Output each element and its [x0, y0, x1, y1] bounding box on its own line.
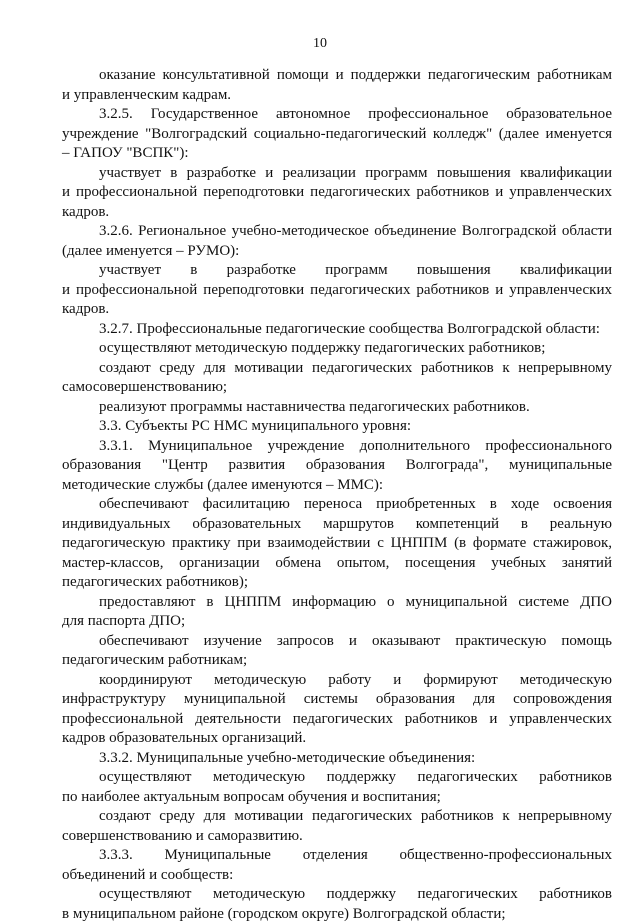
text-line: обеспечивают изучение запросов и оказывают практическую помощь	[62, 632, 612, 652]
text-line: педагогических работников);	[62, 573, 612, 593]
page-number: 10	[0, 36, 640, 52]
text-line: кадров образовательных организаций.	[62, 729, 612, 749]
text-line: 3.2.5. Государственное автономное профессиональное образовательное	[62, 105, 612, 125]
text-line: индивидуальных образовательных маршрутов компетенций в реальную	[62, 515, 612, 535]
text-line: участвует в разработке и реализации программ повышения квалификации	[62, 164, 612, 184]
text-line: по наиболее актуальным вопросам обучения и воспитания;	[62, 788, 612, 808]
text-line: обеспечивают фасилитацию переноса приобретенных в ходе освоения	[62, 495, 612, 515]
text-line: 3.3.2. Муниципальные учебно-методические объединения:	[62, 749, 612, 769]
text-line: создают среду для мотивации педагогических работников к непрерывному	[62, 807, 612, 827]
text-line: образования "Центр развития образования Волгограда", муниципальные	[62, 456, 612, 476]
text-line: и профессиональной переподготовки педагогических работников и управленческих	[62, 183, 612, 203]
text-line: осуществляют методическую поддержку педагогических работников	[62, 768, 612, 788]
text-line: учреждение "Волгоградский социально-педагогический колледж" (далее именуется	[62, 125, 612, 145]
text-line: объединений и сообществ:	[62, 866, 612, 886]
body-text	[62, 66, 612, 924]
text-line: педагогическую практику при взаимодействии с ЦНППМ (в формате стажировок,	[62, 534, 612, 554]
text-line: и профессиональной переподготовки педагогических работников и управленческих	[62, 281, 612, 301]
text-line: педагогическим работникам;	[62, 651, 612, 671]
text-line: 3.3.1. Муниципальное учреждение дополнительного профессионального	[62, 437, 612, 457]
text-line: 3.3. Субъекты РС НМС муниципального уровня:	[62, 417, 612, 437]
text-line: 3.3.3. Муниципальные отделения общественно-профессиональных	[62, 846, 612, 866]
text-line: осуществляют методическую поддержку педагогических работников;	[62, 339, 612, 359]
text-line: самосовершенствованию;	[62, 378, 612, 398]
text-line: – ГАПОУ "ВСПК"):	[62, 144, 612, 164]
text-line: методические службы (далее именуются – ММС):	[62, 476, 612, 496]
text-line: совершенствованию и саморазвитию.	[62, 827, 612, 847]
text-line: осуществляют методическую поддержку педагогических работников	[62, 885, 612, 905]
text-line: кадров.	[62, 203, 612, 223]
text-line: (далее именуется – РУМО):	[62, 242, 612, 262]
text-line: реализуют программы наставничества педагогических работников.	[62, 398, 612, 418]
text-line: мастер-классов, организации обмена опытом, посещения учебных занятий	[62, 554, 612, 574]
text-line: и управленческим кадрам.	[62, 86, 612, 106]
text-line: оказание консультативной помощи и поддержки педагогическим работникам	[62, 66, 612, 86]
text-line: координируют методическую работу и формируют методическую	[62, 671, 612, 691]
text-line: для паспорта ДПО;	[62, 612, 612, 632]
text-line: участвует в разработке программ повышения квалификации	[62, 261, 612, 281]
text-line: профессиональной деятельности педагогических работников и управленческих	[62, 710, 612, 730]
text-line: кадров.	[62, 300, 612, 320]
text-line: в муниципальном районе (городском округе) Волгоградской области;	[62, 905, 612, 924]
text-line: 3.2.6. Региональное учебно-методическое объединение Волгоградской области	[62, 222, 612, 242]
text-line: предоставляют в ЦНППМ информацию о муниципальной системе ДПО	[62, 593, 612, 613]
text-line: 3.2.7. Профессиональные педагогические сообщества Волгоградской области:	[62, 320, 612, 340]
text-line: создают среду для мотивации педагогических работников к непрерывному	[62, 359, 612, 379]
text-line: инфраструктуру муниципальной системы образования для сопровождения	[62, 690, 612, 710]
